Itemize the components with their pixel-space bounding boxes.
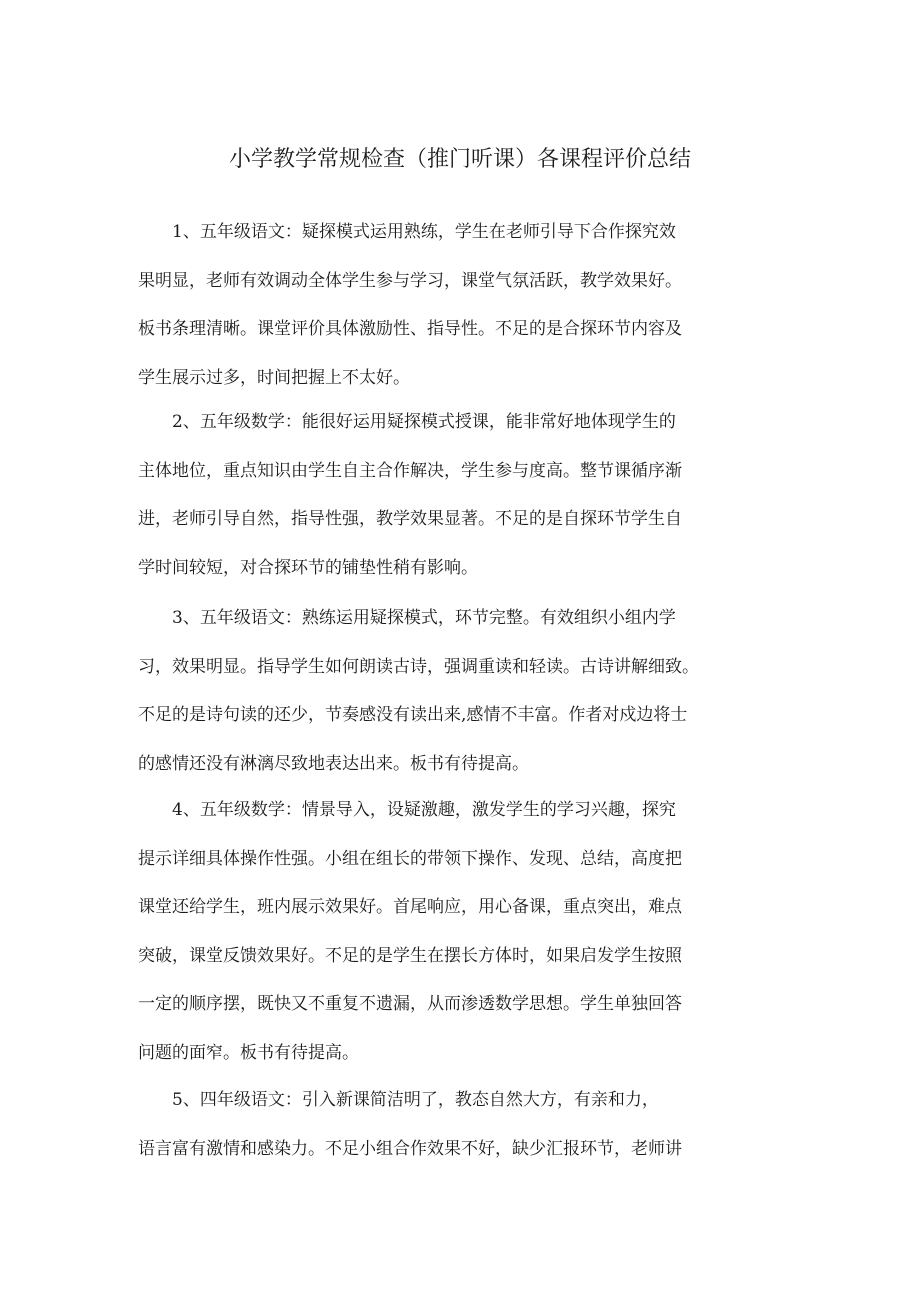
paragraph-line: 习，效果明显。指导学生如何朗读古诗，强调重读和轻读。古诗讲解细致。 <box>138 656 699 677</box>
paragraph-line: 进，老师引导自然，指导性强，教学效果显著。不足的是自探环节学生自 <box>138 509 682 529</box>
paragraph-line: 1、五年级语文：疑探模式运用熟练，学生在老师引导下合作探究效 <box>172 222 676 242</box>
paragraph-line: 提示详细具体操作性强。小组在组长的带领下操作、发现、总结，高度把 <box>138 848 682 869</box>
paragraph-line: 2、五年级数学：能很好运用疑探模式授课，能非常好地体现学生的 <box>172 412 676 432</box>
paragraph-line: 4、五年级数学：情景导入，设疑激趣，激发学生的学习兴趣，探究 <box>172 800 676 820</box>
paragraph-4 <box>138 786 798 1077</box>
paragraph-line: 语言富有激情和感染力。不足小组合作效果不好，缺少汇报环节，老师讲 <box>138 1138 682 1159</box>
paragraph-line: 一定的顺序摆，既快又不重复不遗漏，从而渗透数学思想。学生单独回答 <box>138 994 682 1014</box>
paragraph-line: 学时间较短，对合探环节的铺垫性稍有影响。 <box>138 557 478 578</box>
paragraph-line: 课堂还给学生，班内展示效果好。首尾响应，用心备课，重点突出，难点 <box>138 897 682 917</box>
paragraph-line: 板书条理清晰。课堂评价具体激励性、指导性。不足的是合探环节内容及 <box>138 319 682 339</box>
paragraph-5 <box>138 1076 798 1173</box>
paragraph-line: 突破，课堂反馈效果好。不足的是学生在摆长方体时，如果启发学生按照 <box>138 945 682 966</box>
paragraph-line: 的感情还没有淋漓尽致地表达出来。板书有待提高。 <box>138 753 529 774</box>
paragraph-1 <box>138 208 798 402</box>
paragraph-2 <box>138 398 798 592</box>
paragraph-line: 5、四年级语文：引入新课简洁明了，教态自然大方，有亲和力， <box>172 1090 659 1110</box>
paragraph-line: 3、五年级语文：熟练运用疑探模式，环节完整。有效组织小组内学 <box>172 608 676 628</box>
paragraph-line: 果明显，老师有效调动全体学生参与学习，课堂气氛活跃，教学效果好。 <box>138 270 682 291</box>
paragraph-line: 学生展示过多，时间把握上不太好。 <box>138 367 410 388</box>
paragraph-line: 主体地位，重点知识由学生自主合作解决，学生参与度高。整节课循序渐 <box>138 460 682 481</box>
paragraph-line: 问题的面窄。板书有待提高。 <box>138 1042 359 1063</box>
paragraph-3 <box>138 594 798 788</box>
page-title: 小学教学常规检查（推门听课）各课程评价总结 <box>228 147 691 172</box>
paragraph-line: 不足的是诗句读的还少，节奏感没有读出来,感情不丰富。作者对戍边将士 <box>138 705 688 725</box>
